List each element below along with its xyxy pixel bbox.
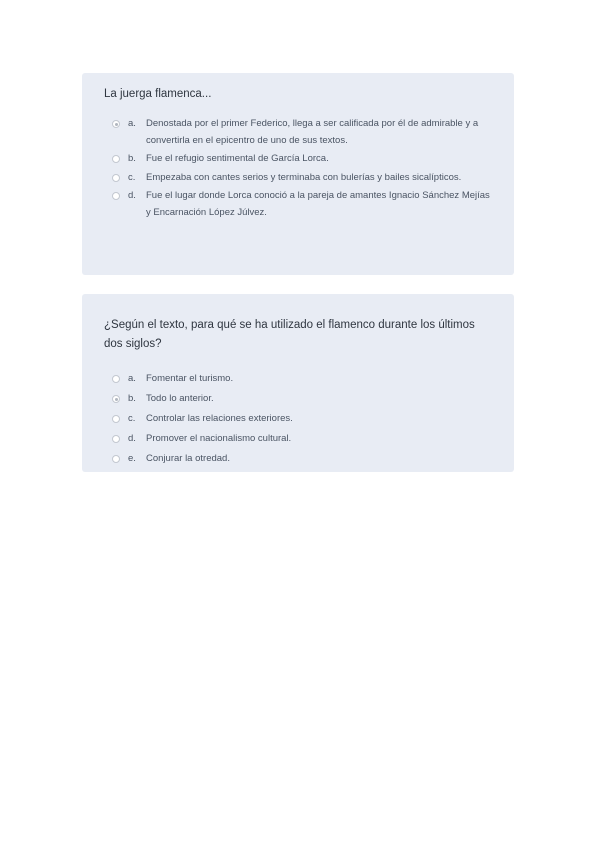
option-text: Conjurar la otredad.: [146, 453, 230, 464]
question-text: ¿Según el texto, para qué se ha utilizado el flamenco durante los últimos dos siglos?: [104, 319, 475, 350]
radio-button[interactable]: [112, 415, 120, 423]
option-b[interactable]: [104, 151, 492, 168]
option-text: Controlar las relaciones exteriores.: [146, 413, 293, 424]
option-letter: d.: [128, 433, 136, 444]
option-text: Todo lo anterior.: [146, 393, 214, 404]
option-text: Empezaba con cantes serios y terminaba con bulerías y bailes sicalípticos.: [146, 171, 462, 183]
option-letter: c.: [128, 413, 136, 424]
option-text: Fue el lugar donde Lorca conoció a la pareja de amantes Ignacio Sánchez Mejías y Encarnación López Júlvez.: [146, 190, 490, 218]
option-text: Promover el nacionalismo cultural.: [146, 433, 292, 444]
option-text: Denostada por el primer Federico, llega a ser calificada por él de admirable y a convertirla en el epicentro de uno de sus textos.: [146, 118, 479, 146]
option-letter: a.: [128, 373, 136, 384]
question-card-2: [82, 294, 514, 472]
radio-button[interactable]: [112, 192, 120, 200]
option-letter: e.: [128, 453, 136, 464]
radio-button[interactable]: [112, 455, 120, 463]
option-a[interactable]: [104, 116, 492, 149]
options-list: [104, 371, 492, 468]
options-list: [104, 116, 492, 221]
option-text: Fomentar el turismo.: [146, 373, 234, 384]
option-d[interactable]: [104, 188, 492, 221]
option-letter: a.: [128, 118, 136, 129]
option-letter: b.: [128, 153, 136, 164]
option-letter: c.: [128, 171, 136, 183]
radio-button[interactable]: [112, 435, 120, 443]
radio-button-selected[interactable]: [112, 120, 120, 128]
option-letter: d.: [128, 190, 136, 201]
option-c[interactable]: [104, 170, 492, 187]
radio-button-selected[interactable]: [112, 395, 120, 403]
radio-button[interactable]: [112, 375, 120, 383]
radio-button[interactable]: [112, 155, 120, 163]
option-a[interactable]: [104, 371, 492, 388]
question-card-1: [82, 73, 514, 275]
option-letter: b.: [128, 393, 136, 404]
question-text: La juerga flamenca...: [104, 88, 212, 100]
option-c[interactable]: [104, 411, 492, 428]
option-text: Fue el refugio sentimental de García Lorca.: [146, 153, 329, 164]
option-e[interactable]: [104, 451, 492, 468]
option-b[interactable]: [104, 391, 492, 408]
option-d[interactable]: [104, 431, 492, 448]
radio-button[interactable]: [112, 174, 120, 182]
